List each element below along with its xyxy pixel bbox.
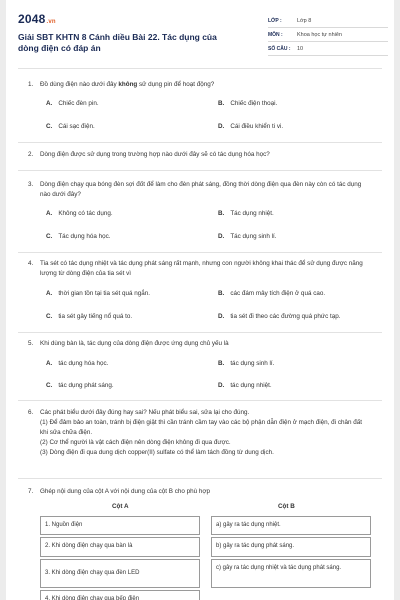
meta-key: MÔN : <box>268 31 283 38</box>
option-text: Chiếc điện thoại. <box>230 100 278 107</box>
question-4 <box>18 259 382 279</box>
site-logo[interactable] <box>18 12 56 26</box>
statement-3: (3) Dòng điện đi qua dung dịch copper(II) sulfate có thể làm tách đồng từ dung dịch. <box>40 449 274 456</box>
worksheet-page <box>6 0 394 600</box>
meta-key: SỐ CÂU : <box>268 45 291 52</box>
divider <box>18 142 382 143</box>
option-label: A. <box>46 100 53 107</box>
stem-emphasis: không <box>118 81 138 88</box>
option-label: B. <box>218 290 225 297</box>
question-number: 3. <box>28 181 34 188</box>
question-number: 6. <box>28 409 34 416</box>
option-c[interactable] <box>46 233 110 240</box>
logo-text: 2048 <box>18 12 46 26</box>
column-a-cell: 4. Khi dòng điện chạy qua bếp điện <box>40 590 200 600</box>
divider <box>18 68 382 69</box>
option-text: tác dụng sinh lí. <box>230 360 275 367</box>
question-number: 7. <box>28 488 34 495</box>
question-stem <box>40 80 370 90</box>
question-1 <box>18 80 382 90</box>
question-6 <box>18 408 382 458</box>
divider <box>18 252 382 253</box>
option-text: Không có tác dụng. <box>58 210 113 217</box>
column-b-cell: b) gây ra tác dụng phát sáng. <box>211 537 371 557</box>
question-number: 2. <box>28 151 34 158</box>
option-a[interactable] <box>46 100 99 107</box>
stem-text: Đồ dùng điện nào dưới đây <box>40 81 119 88</box>
option-d[interactable] <box>218 313 341 320</box>
column-b-header: Cột B <box>278 503 295 510</box>
option-label: C. <box>46 123 53 130</box>
option-text: Tác dụng nhiệt. <box>230 210 274 217</box>
column-a-header: Cột A <box>112 503 129 510</box>
option-label: D. <box>218 233 225 240</box>
question-stem: Ghép nội dung của cột A với nội dung của cột B cho phù hợp <box>40 488 210 495</box>
option-a[interactable] <box>46 360 108 367</box>
question-stem: Khi dùng bàn là, tác dụng của dòng điện được ứng dụng chủ yếu là <box>40 340 229 347</box>
meta-row-subject <box>268 28 388 42</box>
option-text: tác dụng hóa học. <box>58 360 109 367</box>
meta-row-class <box>268 14 388 28</box>
option-d[interactable] <box>218 233 277 240</box>
option-label: D. <box>218 313 225 320</box>
option-text: tác dụng phát sáng. <box>58 382 114 389</box>
worksheet-header <box>18 12 382 64</box>
option-label: B. <box>218 100 225 107</box>
option-text: Cái sạc điện. <box>58 123 95 130</box>
option-label: C. <box>46 233 53 240</box>
question-number: 1. <box>28 81 34 88</box>
option-text: tia sét đi theo các đường quá phức tạp. <box>230 313 341 320</box>
meta-value: Lớp 8 <box>297 17 312 24</box>
meta-value: Khoa học tự nhiên <box>297 31 342 38</box>
divider <box>18 400 382 401</box>
statement-2: (2) Cơ thể người là vật cách điện nên dòng điện không đi qua được. <box>40 439 231 446</box>
option-a[interactable] <box>46 210 113 217</box>
option-label: C. <box>46 313 53 320</box>
meta-key: LỚP : <box>268 17 282 24</box>
question-7 <box>18 487 382 497</box>
divider <box>18 332 382 333</box>
column-b-cell: c) gây ra tác dụng nhiệt và tác dụng phát sáng. <box>211 559 371 588</box>
option-label: B. <box>218 360 225 367</box>
stem-text: sử dụng pin để hoạt động? <box>137 81 215 88</box>
option-b[interactable] <box>218 360 274 367</box>
option-label: D. <box>218 382 225 389</box>
statement-1: (1) Để đảm bảo an toàn, tránh bị điện giật thì cần tránh cầm tay vào các bộ phận dẫn điện ở mạch điện, đi chân đất khi sửa chữa điện. <box>40 419 362 436</box>
option-b[interactable] <box>218 100 277 107</box>
option-d[interactable] <box>218 382 272 389</box>
meta-row-count <box>268 42 388 56</box>
page-title: Giải SBT KHTN 8 Cánh diều Bài 22. Tác dụng của dòng điện có đáp án <box>18 32 217 53</box>
option-label: C. <box>46 382 53 389</box>
option-text: Chiếc đèn pin. <box>58 100 99 107</box>
question-stem: Tia sét có tác dụng nhiệt và tác dụng phát sáng rất mạnh, nhưng con người không khai thác để sử dụng được năng lượng từ dòng điện của tia sét vì <box>40 260 363 277</box>
option-d[interactable] <box>218 123 283 130</box>
option-b[interactable] <box>218 210 274 217</box>
option-a[interactable] <box>46 290 150 297</box>
option-text: Tác dụng hóa học. <box>58 233 111 240</box>
option-c[interactable] <box>46 313 132 320</box>
option-label: A. <box>46 290 53 297</box>
question-3 <box>18 180 382 200</box>
option-c[interactable] <box>46 382 114 389</box>
column-a-cell: 3. Khi dòng điện chạy qua đèn LED <box>40 559 200 588</box>
question-stem: Dòng điện chạy qua bóng đèn sợi đốt để làm cho đèn phát sáng, đồng thời dòng điện qua đèn này còn có tác dụng nào dưới đây? <box>40 181 362 198</box>
divider <box>18 478 382 479</box>
option-label: D. <box>218 123 225 130</box>
option-text: tia sét gây tiếng nổ quá to. <box>58 313 133 320</box>
stem-text: Các phát biểu dưới đây đúng hay sai? Nếu phát biểu sai, sửa lại cho đúng. <box>40 409 250 416</box>
option-text: Tác dụng sinh lí. <box>230 233 277 240</box>
question-stem: Dòng điện được sử dụng trong trường hợp nào dưới đây sẽ có tác dụng hóa học? <box>40 151 270 158</box>
meta-table <box>268 14 388 56</box>
option-c[interactable] <box>46 123 95 130</box>
column-a-cell: 1. Nguồn điện <box>40 516 200 535</box>
question-number: 4. <box>28 260 34 267</box>
question-stem <box>40 408 370 458</box>
question-5 <box>18 339 382 349</box>
option-text: Cái điều khiển ti vi. <box>230 123 284 130</box>
option-text: thời gian tồn tại tia sét quá ngắn. <box>58 290 150 297</box>
option-label: A. <box>46 210 53 217</box>
meta-value: 10 <box>297 45 304 52</box>
divider <box>18 170 382 171</box>
column-b-cell: a) gây ra tác dụng nhiệt. <box>211 516 371 535</box>
question-number: 5. <box>28 340 34 347</box>
option-b[interactable] <box>218 290 325 297</box>
option-label: B. <box>218 210 225 217</box>
option-text: tác dụng nhiệt. <box>230 382 272 389</box>
question-2 <box>18 150 382 160</box>
option-text: các đám mây tích điện ở quá cao. <box>230 290 326 297</box>
column-a-cell: 2. Khi dòng điện chạy qua bàn là <box>40 537 200 557</box>
option-label: A. <box>46 360 53 367</box>
logo-suffix: .vn <box>46 19 56 25</box>
